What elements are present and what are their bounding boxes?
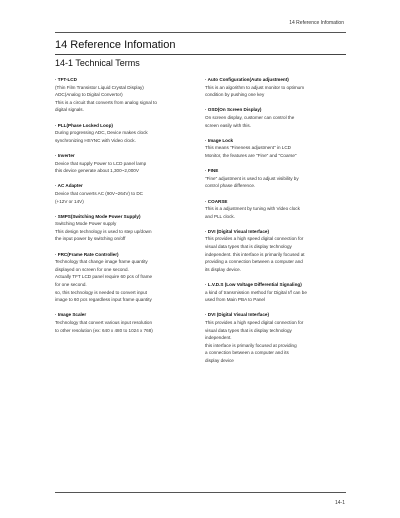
left-column xyxy=(55,76,193,334)
term-description-line: to other resolution (ex: 640 x 480 to 1024 x 768) xyxy=(55,327,153,333)
running-header: 14 Reference Infomation xyxy=(289,20,344,26)
term-description-line: This provides a high speed digital connection for xyxy=(205,320,304,325)
term-description-line: a kind of transmission method for Digital I/f can be xyxy=(205,289,307,295)
term-description-line: This means "Fineness adjustment" in LCD xyxy=(205,145,291,151)
term-description-line: for one second. xyxy=(55,282,87,288)
term-description-line: Device that converts AC (90V~264V) to DC xyxy=(55,190,143,196)
term-description-line: used from Main PBA to Panel xyxy=(205,297,266,303)
term-entry xyxy=(55,76,193,114)
term-spacer xyxy=(205,160,343,168)
term-title: · L.V.D.S (Low Voltage Differential Signaling) xyxy=(205,282,302,288)
term-spacer xyxy=(55,175,193,183)
term-description-line: this interface is primarily focused at providing xyxy=(205,342,297,348)
term-spacer xyxy=(205,220,343,228)
term-entry xyxy=(55,122,193,145)
term-spacer xyxy=(205,273,343,281)
term-description-line: a connection between a computer and its xyxy=(205,350,289,356)
term-description-line: This design technology is used to step up/down xyxy=(55,228,152,234)
term-description-line: (+12V or 14V) xyxy=(55,198,84,204)
term-entry xyxy=(55,182,193,205)
term-title: · FINE xyxy=(205,168,219,174)
term-description-line: visual data types that is display technology xyxy=(205,327,292,333)
term-title: · Image Scaler xyxy=(55,312,87,318)
term-description-line: the input power by switching on/off xyxy=(55,236,126,242)
term-description-line: Actually TFT LCD panel require 60 pcs of frame xyxy=(55,274,153,280)
term-title: · DVI (Digital Visual Interface) xyxy=(205,312,269,318)
term-entry xyxy=(205,76,343,99)
term-description-line: image to 60 pcs regardless input frame quantity xyxy=(55,297,152,303)
term-entry xyxy=(55,251,193,304)
term-description-line: providing a connection between a computer and xyxy=(205,259,303,265)
term-description-line: On screen display, customer can control the xyxy=(205,114,295,120)
term-entry xyxy=(205,167,343,190)
term-spacer xyxy=(205,99,343,107)
term-entry xyxy=(205,311,343,364)
term-entry xyxy=(205,106,343,129)
term-title: · Inverter xyxy=(55,152,75,158)
term-description-line: digital signals. xyxy=(55,107,84,113)
term-entry xyxy=(55,311,193,334)
term-title: · COARSE xyxy=(205,198,228,204)
term-description-line: Monitor, the features are "Fine" and "Coarse" xyxy=(205,152,297,158)
term-description-line: This is a circuit that converts from analog signal to xyxy=(55,99,157,105)
term-description-line: "Fine" adjustment is used to adjust visibility by xyxy=(205,175,299,181)
right-column xyxy=(205,76,343,365)
term-description-line: condition by pushing one key xyxy=(205,92,265,98)
term-title: · PLL(Phase Locked Loop) xyxy=(55,122,113,128)
term-description-line: Device that supply Power to LCD panel lamp xyxy=(55,160,147,166)
term-title: · AC Adapter xyxy=(55,183,83,189)
term-description-line: so, this technology is needed to convert input xyxy=(55,289,147,295)
term-spacer xyxy=(55,205,193,213)
term-entry xyxy=(205,281,343,304)
title-rule xyxy=(55,54,346,55)
term-description-line: and PLL clock. xyxy=(205,213,235,219)
term-entry xyxy=(55,152,193,175)
term-description-line: this device generate about 1,300~2,000V xyxy=(55,168,139,174)
term-title: · SMPS(Switching Mode Power Supply) xyxy=(55,213,141,219)
term-spacer xyxy=(55,304,193,312)
term-entry xyxy=(205,228,343,274)
term-description-line: ADC(Analog to Digital Convertor) xyxy=(55,92,123,98)
term-description-line: visual data types that is display technology xyxy=(205,244,292,250)
term-description-line: screen easily with this. xyxy=(205,122,251,128)
term-description-line: Switching Mode Power supply xyxy=(55,221,117,227)
term-spacer xyxy=(205,190,343,198)
term-spacer xyxy=(55,243,193,251)
term-entry xyxy=(205,198,343,221)
term-spacer xyxy=(55,114,193,122)
footer-rule xyxy=(55,492,346,493)
term-title: · OSD(On Screen Display) xyxy=(205,107,262,113)
term-description-line: its display device. xyxy=(205,266,242,272)
term-description-line: This is a adjustment by tuning with Video clock xyxy=(205,206,300,212)
term-entry xyxy=(205,137,343,160)
term-description-line: During progressing ADC, Device makes clock xyxy=(55,130,148,136)
term-title: · FRC(Frame Rate Controller) xyxy=(55,251,119,257)
term-description-line: Technology that convert various input resolution xyxy=(55,320,153,325)
term-title: · TFT-LCD xyxy=(55,77,77,82)
term-title: · Auto Configuration(Auto adjustment) xyxy=(205,77,289,82)
page-number: 14-1 xyxy=(334,500,345,506)
term-description-line: displayed on screen for one second. xyxy=(55,266,129,272)
header-rule xyxy=(55,32,346,33)
term-description-line: independent. xyxy=(205,335,232,341)
term-description-line: synchronizing HSYNC with Video clock. xyxy=(55,137,136,143)
term-description-line: Technology that change image frame quantity xyxy=(55,259,148,265)
term-title: · Image Lock xyxy=(205,137,234,143)
term-description-line: control phase difference. xyxy=(205,183,256,189)
section-title: 14-1 Technical Terms xyxy=(55,58,140,68)
term-spacer xyxy=(55,144,193,152)
term-description-line: This is an algorithm to adjust monitor to optimum xyxy=(205,84,305,90)
term-description-line: display device xyxy=(205,357,234,363)
term-description-line: (Thin Film Transistor Liquid Crystal Display) xyxy=(55,84,144,90)
chapter-title: 14 Reference Infomation xyxy=(55,39,176,51)
term-description-line: independent. this interface is primarily focused at xyxy=(205,251,305,257)
term-spacer xyxy=(205,129,343,137)
term-description-line: This provides a high speed digital connection for xyxy=(205,236,304,242)
term-spacer xyxy=(205,304,343,312)
term-entry xyxy=(55,213,193,243)
term-title: · DVI (Digital Visual Interface) xyxy=(205,228,269,234)
